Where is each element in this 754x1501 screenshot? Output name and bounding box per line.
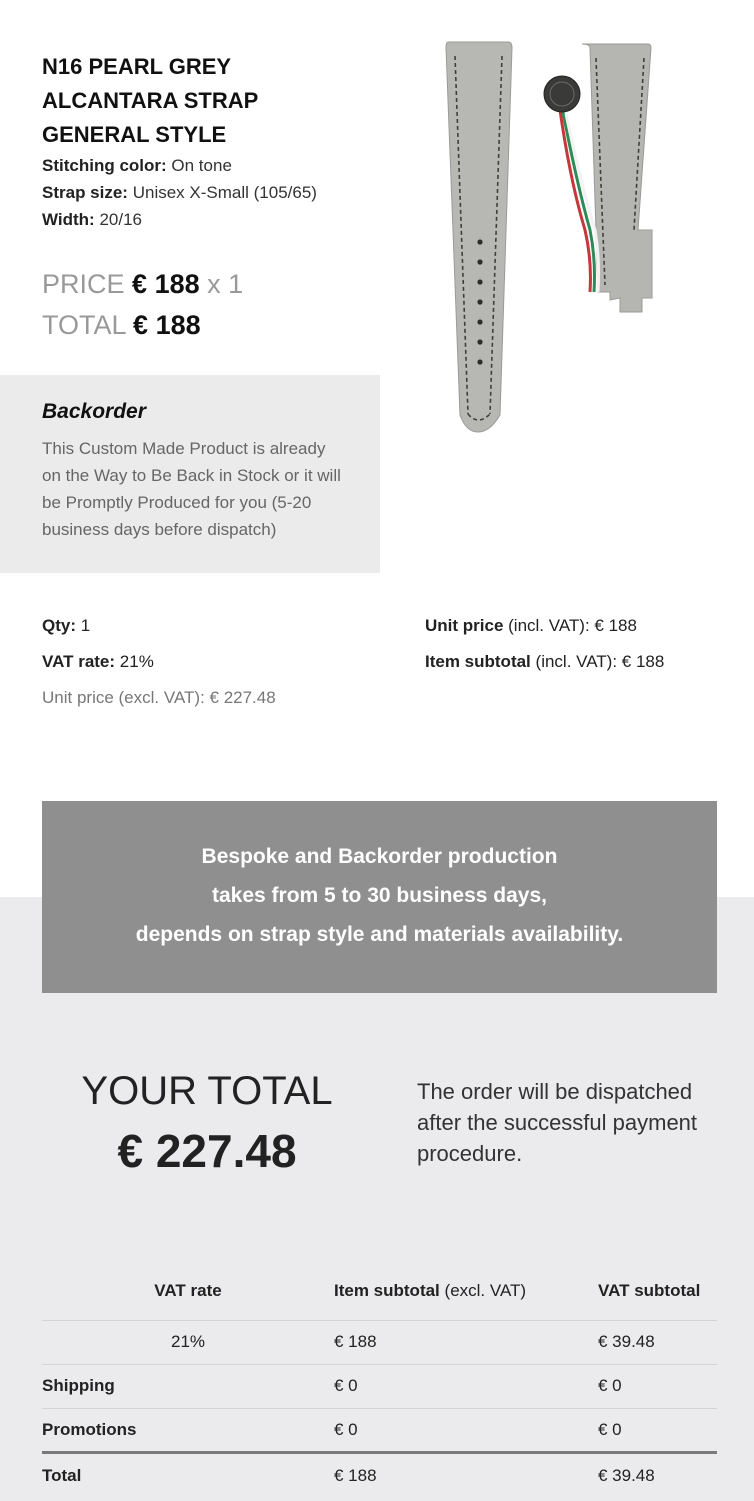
attribute-width [42,206,317,233]
backorder-title: Backorder [42,400,146,423]
item-subtotal-label: Item subtotal [425,652,531,671]
attribute-label: Stitching color: [42,156,167,175]
dispatch-note: The order will be dispatched after the successful payment procedure. [417,1079,698,1166]
price-value: € 188 [132,269,200,299]
shipping-vat: € 0 [598,1364,717,1408]
qty-row [42,608,276,644]
table-total-row [42,1452,717,1498]
attribute-label: Width: [42,210,95,229]
table-row [42,1364,717,1408]
attribute-value: On tone [171,156,232,175]
total-label: TOTAL [42,310,126,340]
qty-label: Qty: [42,616,76,635]
total-value: € 188 [133,310,201,340]
vat-rate-value: 21% [119,652,154,671]
shipping-label: Shipping [42,1364,334,1408]
row-vat-subtotal: € 39.48 [598,1320,717,1364]
banner-line-2: takes from 5 to 30 business days, [212,884,547,907]
price-line [42,265,243,303]
header-vat-subtotal: VAT subtotal [598,1281,701,1301]
header-item-subtotal [334,1263,598,1320]
your-total [42,1065,372,1183]
table-row [42,1320,717,1364]
brand-tag [544,76,580,112]
vat-rate-row [42,644,276,680]
banner-line-1: Bespoke and Backorder production [201,845,558,868]
unit-price-excl-vat: Unit price (excl. VAT): € 227.48 [42,688,276,707]
order-details-right [425,608,664,680]
backorder-box [0,375,380,573]
strap-short-piece [582,44,652,312]
attribute-stitching-color [42,152,317,179]
promotions-vat: € 0 [598,1408,717,1452]
order-details-left [42,608,276,716]
total-row-label: Total [42,1452,334,1498]
banner-line-3: depends on strap style and materials availability. [135,923,624,946]
attribute-strap-size [42,179,317,206]
vat-rate-label: VAT rate: [42,652,116,671]
table-header-row [42,1263,717,1320]
product-title: N16 PEARL GREY ALCANTARA STRAP GENERAL STYLE [42,54,258,147]
row-item-subtotal: € 188 [334,1320,598,1364]
item-subtotal-row [425,644,664,680]
shipping-subtotal: € 0 [334,1364,598,1408]
vat-summary-table [42,1263,717,1498]
item-subtotal-value: (incl. VAT): € 188 [535,652,665,671]
quantity-multiplier: x 1 [207,269,244,299]
product-attributes [42,152,317,233]
qty-value: 1 [80,616,91,635]
unit-price-row [425,608,664,644]
your-total-label: YOUR TOTAL [81,1069,333,1113]
promotions-label: Promotions [42,1408,334,1452]
your-total-amount: € 227.48 [117,1125,297,1177]
row-vat-rate: 21% [42,1320,334,1364]
attribute-label: Strap size: [42,183,128,202]
header-item-subtotal-label: Item subtotal [334,1281,440,1301]
promotions-subtotal: € 0 [334,1408,598,1452]
header-item-subtotal-note: (excl. VAT) [444,1281,527,1301]
header-vat-rate: VAT rate [154,1281,222,1301]
unit-price-value: (incl. VAT): € 188 [508,616,637,635]
production-time-banner [42,801,717,993]
attribute-value: 20/16 [99,210,142,229]
unit-price-label: Unit price [425,616,504,635]
total-row-vat: € 39.48 [598,1452,717,1498]
price-label: PRICE [42,269,125,299]
table-row [42,1408,717,1452]
total-row-subtotal: € 188 [334,1452,598,1498]
backorder-text: This Custom Made Product is already on the Way to Be Back in Stock or it will be Promptly Produced for you (5-20 business days before dispatch) [42,439,341,539]
total-line [42,306,201,344]
strap-product-image [420,30,680,450]
attribute-value: Unisex X-Small (105/65) [132,183,317,202]
